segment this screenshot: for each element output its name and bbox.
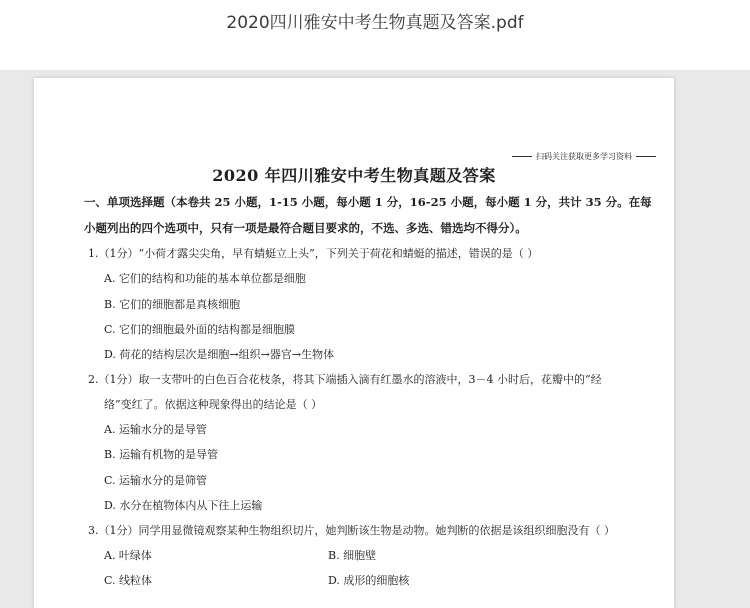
question-1-option-a: A. 它们的结构和功能的基本单位都是细胞	[104, 272, 306, 285]
question-1-option-c: C. 它们的细胞最外面的结构都是细胞膜	[104, 323, 296, 336]
question-3-option-a: A. 叶绿体	[104, 549, 152, 562]
question-3-option-c: C. 线粒体	[104, 574, 153, 587]
question-3-stem: 3.（1分）同学用显微镜观察某种生物组织切片，她判断该生物是动物。她判断的依据是该组织细胞没有（ ）	[88, 524, 615, 537]
watermark	[512, 151, 656, 162]
watermark-line-left	[512, 156, 532, 157]
question-2-stem-line-1: 2.（1分）取一支带叶的白色百合花枝条，将其下端插入滴有红墨水的溶液中，3－4 小时后，花瓣中的“经	[88, 373, 602, 386]
question-1-stem: 1.（1分）“小荷才露尖尖角，早有蜻蜓立上头”，下列关于荷花和蜻蜓的描述，错误的是（ ）	[88, 247, 539, 260]
document-title: 2020 年四川雅安中考生物真题及答案	[212, 166, 496, 185]
question-1-option-d: D. 荷花的结构层次是细胞→组织→器官→生物体	[104, 348, 335, 361]
question-2-option-a: A. 运输水分的是导管	[104, 423, 207, 436]
file-title: 2020四川雅安中考生物真题及答案.pdf	[226, 13, 524, 33]
section-heading-line-2: 小题列出的四个选项中，只有一项是最符合题目要求的，不选、多选、错选均不得分）。	[84, 221, 527, 235]
question-1-option-b: B. 它们的细胞都是真核细胞	[104, 298, 241, 311]
watermark-line-right	[636, 156, 656, 157]
section-heading-line-1: 一、单项选择题（本卷共 25 小题，1-15 小题，每小题 1 分，16-25 小题，每小题 1 分，共计 35 分。在每	[84, 195, 652, 209]
question-2-stem-line-2: 络”变红了。依据这种现象得出的结论是（ ）	[104, 398, 323, 411]
pdf-page	[34, 78, 674, 608]
question-2-option-b: B. 运输有机物的是导管	[104, 448, 219, 461]
watermark-text: 扫码关注获取更多学习资料	[536, 152, 632, 161]
question-3-option-d: D. 成形的细胞核	[328, 574, 410, 587]
question-3-option-b: B. 细胞壁	[328, 549, 377, 562]
viewer-toolbar	[0, 0, 750, 70]
question-2-option-d: D. 水分在植物体内从下往上运输	[104, 499, 263, 512]
question-2-option-c: C. 运输水分的是筛管	[104, 474, 208, 487]
